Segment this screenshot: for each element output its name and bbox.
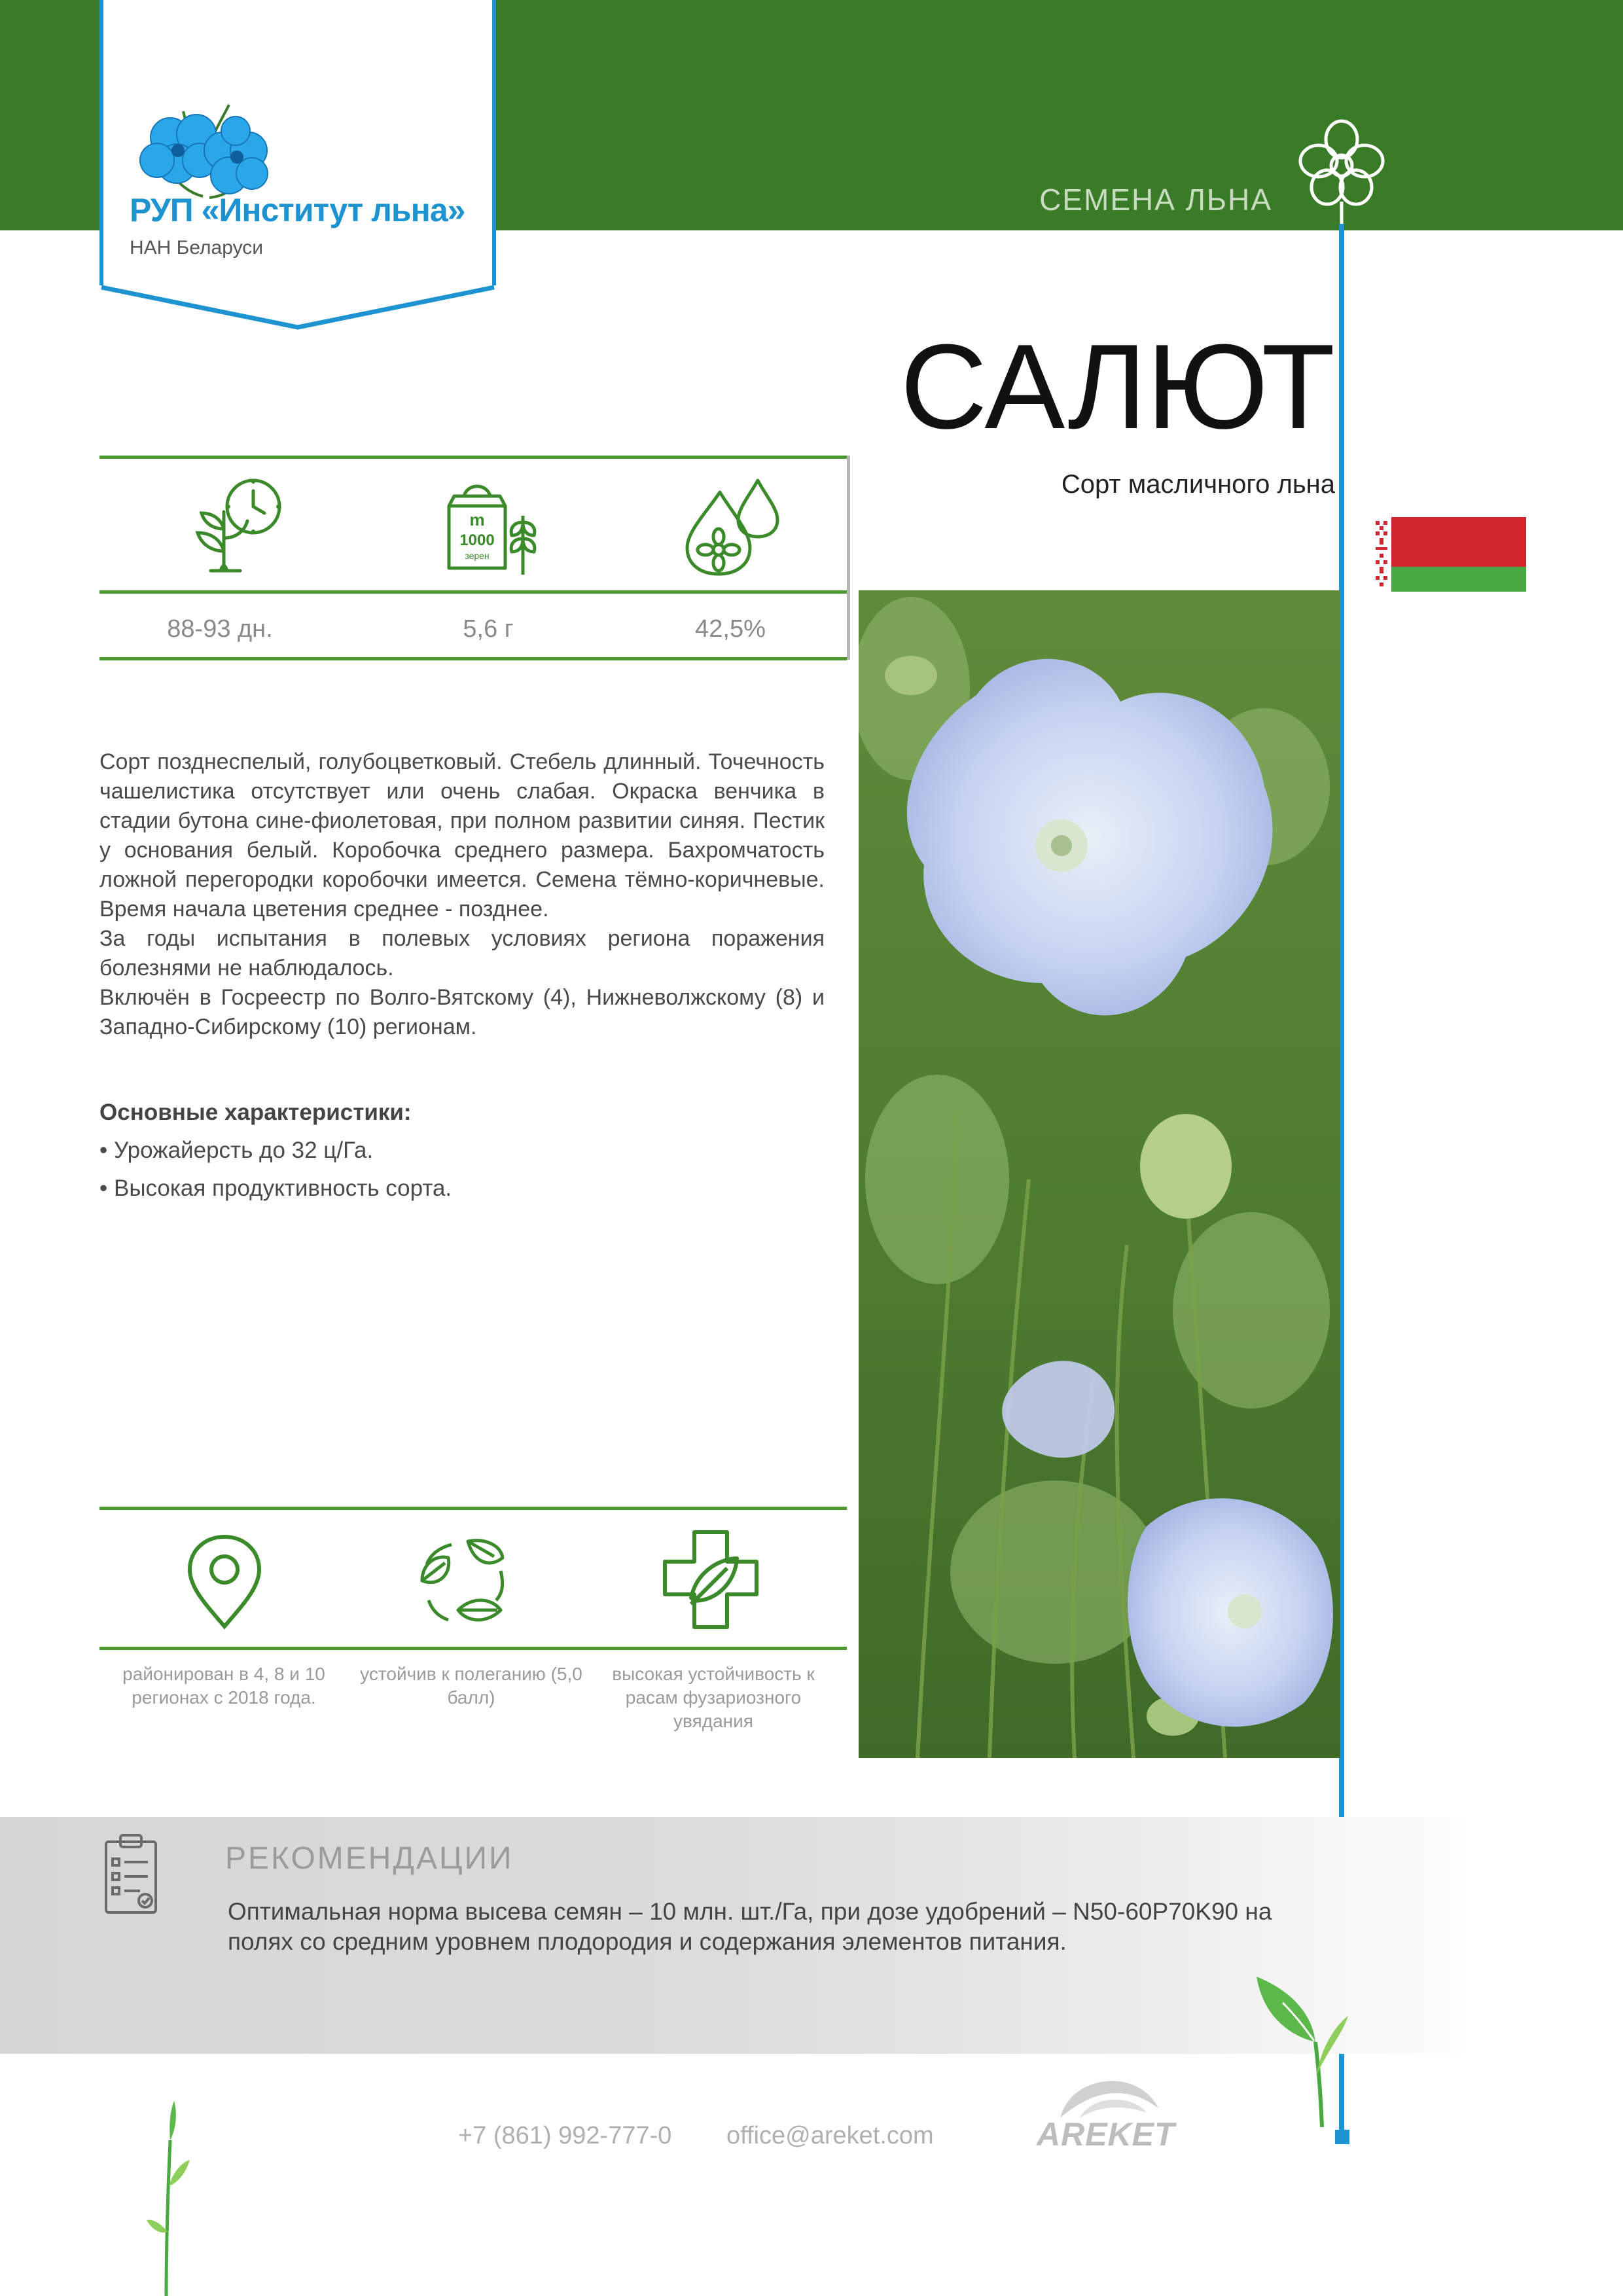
logo-card-chevron [96, 285, 500, 334]
areket-brand-text: AREKET [1037, 2116, 1175, 2153]
recommendations-title: РЕКОМЕНДАЦИИ [225, 1841, 514, 1876]
seed-bag-weight-icon [435, 470, 546, 581]
stat-ripening-days: 88-93 дн. [167, 615, 273, 643]
stats-top-line [99, 456, 847, 459]
clipboard-checklist-icon [103, 1833, 158, 1915]
oil-drops-icon [681, 473, 785, 577]
sprout-decoration-icon [1243, 1964, 1348, 2127]
features-bottom-line [99, 1647, 847, 1650]
category-label: СЕМЕНА ЛЬНА [1039, 183, 1272, 217]
stat-oil-content: 42,5% [695, 615, 766, 643]
flax-flower-outline-icon [1296, 117, 1387, 228]
vertical-line-end-square [1335, 2130, 1349, 2144]
leaf-cross-icon [658, 1529, 763, 1631]
feature-caption-fusarium: высокая устойчивость к расам фузариозного увядания [612, 1664, 815, 1731]
variety-description [99, 747, 825, 1042]
characteristic-item: • Высокая продуктивность сорта. [99, 1175, 452, 1201]
feature-caption-zoning: районирован в 4, 8 и 10 регионах с 2018 года. [122, 1664, 325, 1708]
features-top-line [99, 1507, 847, 1510]
recommendations-text: Оптимальная норма высева семян – 10 млн. шт./Га, при дозе удобрений – N50-60P70K90 на полях со средним уровнем плодородия и содержания элементов питания. [228, 1898, 1272, 1955]
org-name: РУП «Институт льна» [130, 192, 465, 228]
sprout-small-decoration-icon [147, 2101, 192, 2296]
stats-mid-line [99, 590, 847, 594]
org-subtitle: НАН Беларуси [130, 237, 264, 259]
description-paragraph-3: Включён в Госреестр по Волго-Вятскому (4), Нижневолжскому (8) и Западно-Сибирскому (10) регионам. [99, 985, 825, 1039]
flax-flowers-photo [859, 590, 1340, 1758]
characteristics-title: Основные характеристики: [99, 1100, 412, 1125]
seed-bag-label-m: m [469, 510, 485, 529]
product-subtitle: Сорт масличного льна [1061, 470, 1335, 499]
description-paragraph-1: Сорт позднеспелый, голубоцветковый. Стебель длинный. Точечность чашелистика отсутствует или очень слабая. Окраска венчика в стадии бутона сине-фиолетовая, при полном развитии синяя. Пестик у основания белый. Коробочка среднего размера. Бахромчатость ложной перегородки коробочки имеется. Семена тёмно-коричневые. Время начала цветения среднее - позднее. [99, 749, 825, 922]
description-paragraph-2: За годы испытания в полевых условиях региона поражения болезнями не наблюдалось. [99, 926, 825, 980]
stats-bottom-line [99, 657, 847, 660]
belarus-flag-icon [1372, 517, 1526, 592]
location-pin-icon [182, 1532, 267, 1630]
stat-1000-seed-weight: 5,6 г [463, 615, 514, 643]
sprout-clock-icon [185, 473, 289, 577]
feature-caption-lodging: устойчив к полеганию (5,0 балл) [360, 1664, 582, 1708]
footer-phone[interactable]: +7 (861) 992-777-0 [458, 2122, 672, 2149]
column-divider [847, 456, 850, 660]
seed-bag-label-count: 1000 [459, 531, 495, 549]
flax-flower-logo-icon [131, 98, 268, 203]
characteristic-item: • Урожайерсть до 32 ц/Га. [99, 1138, 374, 1163]
leaves-cycle-icon [412, 1532, 510, 1630]
seed-bag-label-unit: зерен [465, 550, 490, 561]
product-title: САЛЮТ [900, 319, 1335, 454]
footer-email[interactable]: office@areket.com [726, 2122, 934, 2149]
